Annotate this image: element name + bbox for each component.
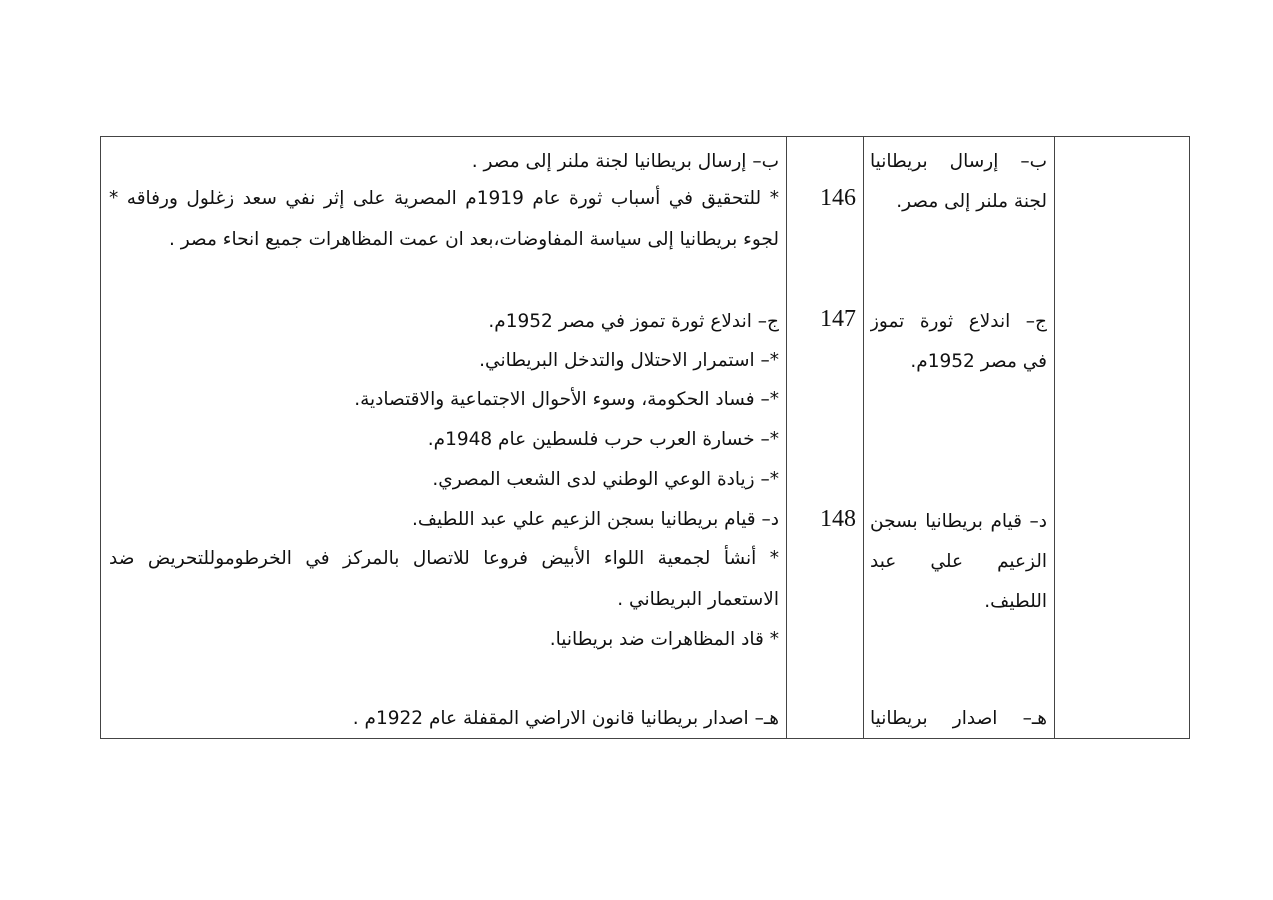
question-line: اللطيف. <box>984 591 1047 612</box>
answer-line: *– استمرار الاحتلال والتدخل البريطاني. <box>479 350 779 371</box>
question-line: لجنة ملنر إلى مصر. <box>896 191 1047 212</box>
question-line: ج– اندلاع ثورة تموز <box>870 311 1047 332</box>
question-line: الزعيم علي عبد <box>870 551 1047 572</box>
question-number: 147 <box>820 306 856 332</box>
answer-table <box>100 136 1190 739</box>
number-column <box>787 137 863 738</box>
answer-line: * قاد المظاهرات ضد بريطانيا. <box>549 629 779 650</box>
question-line: في مصر 1952م. <box>910 351 1047 372</box>
answer-line: *– زيادة الوعي الوطني لدى الشعب المصري. <box>432 469 779 490</box>
question-line: ب– إرسال بريطانيا <box>870 151 1047 172</box>
question-column <box>864 137 1054 738</box>
answer-line: د– قيام بريطانيا بسجن الزعيم علي عبد اللطيف. <box>411 509 779 530</box>
answer-line: ب– إرسال بريطانيا لجنة ملنر إلى مصر . <box>471 151 779 172</box>
question-line: د– قيام بريطانيا بسجن <box>870 511 1047 532</box>
answer-line: *– خسارة العرب حرب فلسطين عام 1948م. <box>427 429 779 450</box>
empty-column <box>1055 137 1189 738</box>
answer-line: * أنشأ لجمعية اللواء الأبيض فروعا للاتصال بالمركز في الخرطوموللتحريض ضد <box>109 548 779 569</box>
answer-line: ج– اندلاع ثورة تموز في مصر 1952م. <box>488 311 779 332</box>
answer-line: *– فساد الحكومة، وسوء الأحوال الاجتماعية والاقتصادية. <box>354 389 779 410</box>
answer-line: * للتحقيق في أسباب ثورة عام 1919م المصرية على إثر نفي سعد زغلول ورفاقه * <box>109 188 779 209</box>
answer-line: هـ– اصدار بريطانيا قانون الاراضي المقفلة عام 1922م . <box>352 708 779 729</box>
answer-column <box>101 137 786 738</box>
answer-line: لجوء بريطانيا إلى سياسة المفاوضات،بعد ان عمت المظاهرات جميع انحاء مصر . <box>168 229 779 250</box>
question-number: 146 <box>820 185 856 211</box>
question-line: هـ– اصدار بريطانيا <box>870 708 1047 729</box>
question-number: 148 <box>820 506 856 532</box>
answer-line: الاستعمار البريطاني . <box>617 589 779 610</box>
